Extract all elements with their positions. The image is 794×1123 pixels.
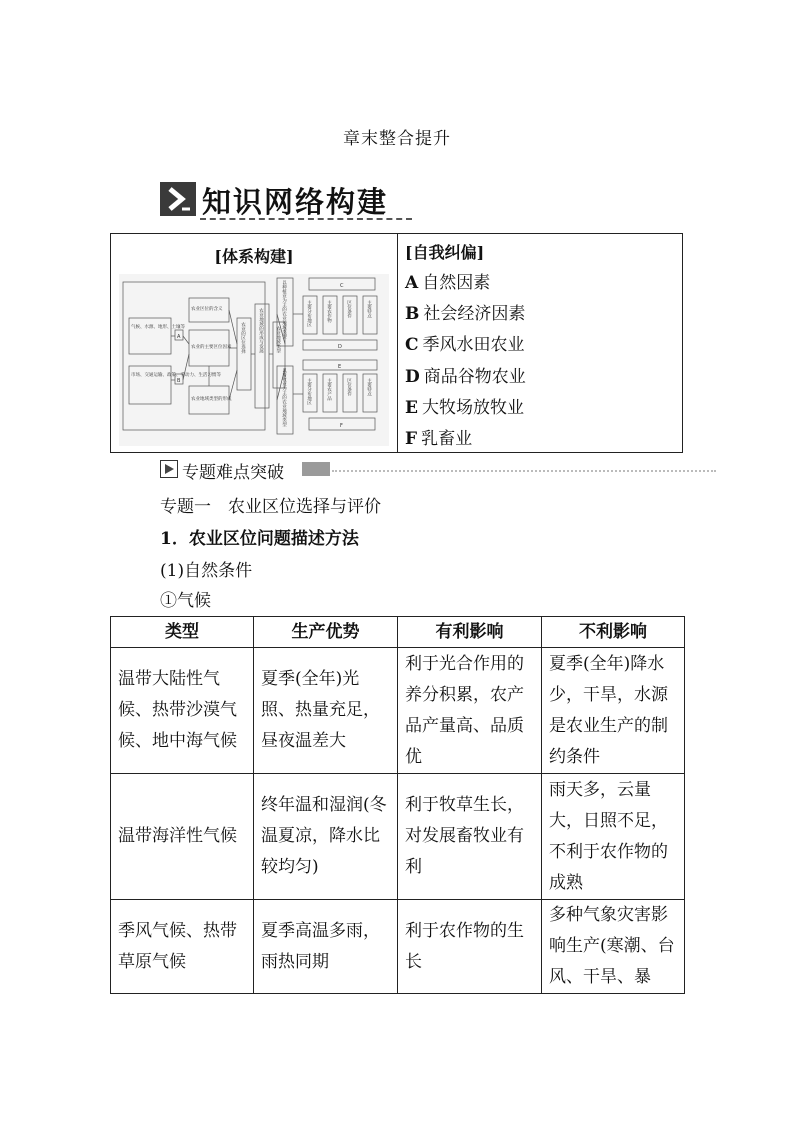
- table-row: [111, 900, 685, 994]
- diagram-main-factors-text: 农业的主要区位因素: [191, 345, 232, 350]
- diagram-conditions-top-text: 区位条件: [346, 300, 352, 318]
- special-topic-heading: [160, 458, 716, 482]
- diagram-label-e: E: [338, 364, 342, 370]
- diagram-formation-text: 农业地域类型的形成: [191, 397, 232, 402]
- diagram-farm-types-text: 以种植业为主的农业地域类型: [281, 280, 287, 339]
- diagram-livestock-types-text: 以畜牧业为主的农业地域类型: [281, 368, 287, 427]
- table-cell: 利于光合作用的养分积累，农产品产量高、品质优: [398, 648, 542, 774]
- table-cell: 夏季高温多雨，雨热同期: [254, 900, 398, 994]
- heading-dotted-line: [332, 470, 716, 472]
- answer-item: F 乳畜业: [405, 429, 473, 449]
- system-construction-panel: [111, 234, 398, 452]
- table-row: [111, 648, 685, 774]
- diagram-label-f: F: [340, 423, 343, 429]
- diagram-social-text: 市场、交通运输、政策、劳动力、生活习惯等: [131, 373, 221, 378]
- table-cell: 多种气象灾害影响生产(寒潮、台风、干旱、暴: [542, 900, 685, 994]
- table-cell: 终年温和湿润(冬温夏凉，降水比较均匀): [254, 774, 398, 900]
- answer-item: B 社会经济因素: [405, 304, 526, 324]
- table-cell: 利于农作物的生长: [398, 900, 542, 994]
- table-cell: 温带大陆性气候、热带沙漠气候、地中海气候: [111, 648, 254, 774]
- arrow-icon: [160, 182, 196, 216]
- answer-item: D 商品谷物农业: [405, 367, 526, 387]
- table-row: [111, 774, 685, 900]
- climate-table: [110, 616, 685, 994]
- column-header: 生产优势: [254, 617, 398, 648]
- column-header: 不利影响: [542, 617, 685, 648]
- diagram-region-formation-text: 农业地域的形成与发展: [258, 308, 264, 353]
- diagram-meaning-text: 农业区位的含义: [191, 307, 223, 312]
- diagram-label-a: A: [177, 334, 181, 340]
- play-icon: [160, 460, 178, 478]
- diagram-label-b: B: [177, 378, 181, 384]
- banner-label: 知识网络构建: [202, 185, 389, 219]
- diagram-products-text: 主要农产品: [326, 378, 332, 401]
- answer-item: E 大牧场放牧业: [405, 398, 524, 418]
- table-cell: 夏季(全年)降水少，干旱，水源是农业生产的制约条件: [542, 648, 685, 774]
- topic-title: 专题一 农业区位选择与评价: [160, 497, 381, 517]
- table-cell: 温带海洋性气候: [111, 774, 254, 900]
- diagram-natural-text: 气候、水源、地形、土壤等: [131, 325, 185, 330]
- answer-item: A 自然因素: [405, 273, 491, 293]
- diagram-choice-text: 农业的区位选择: [240, 322, 246, 354]
- self-correction-title: [自我纠偏]: [405, 243, 485, 262]
- page-title: 章末整合提升: [343, 129, 451, 149]
- heading-grey-block: [302, 462, 330, 476]
- concept-map-diagram: [119, 274, 389, 446]
- diagram-features-bottom-text: 主要特点: [366, 378, 372, 396]
- diagram-region-types-text: 农业地域类型: [275, 326, 281, 353]
- item-heading: ①气候: [160, 591, 211, 611]
- special-topic-label: 专题难点突破: [182, 463, 284, 483]
- system-construction-title: [体系构建]: [214, 247, 294, 266]
- column-header: 类型: [111, 617, 254, 648]
- table-cell: 夏季(全年)光照、热量充足，昼夜温差大: [254, 648, 398, 774]
- diagram-label-d: D: [338, 344, 342, 350]
- answer-item: C 季风水田农业: [405, 335, 525, 355]
- section-heading: 1．农业区位问题描述方法: [160, 529, 359, 549]
- column-header: 有利影响: [398, 617, 542, 648]
- banner-underline: [200, 218, 412, 220]
- table-header-row: [111, 617, 685, 648]
- diagram-label-c: C: [340, 283, 344, 289]
- knowledge-box: [110, 233, 683, 453]
- table-cell: 季风气候、热带草原气候: [111, 900, 254, 994]
- self-correction-panel: [405, 234, 681, 452]
- diagram-crops-text: 主要农作物: [326, 300, 332, 323]
- diagram-features-top-text: 主要特点: [366, 300, 372, 318]
- section-banner: [160, 182, 414, 222]
- diagram-conditions-bottom-text: 区位条件: [346, 378, 352, 396]
- table-cell: 雨天多，云量大，日照不足，不利于农作物的成熟: [542, 774, 685, 900]
- diagram-area-top-text: 主要分布地区: [306, 300, 312, 327]
- diagram-area-bottom-text: 主要分布地区: [306, 378, 312, 405]
- table-cell: 利于牧草生长，对发展畜牧业有利: [398, 774, 542, 900]
- subsection-heading: (1)自然条件: [160, 561, 253, 581]
